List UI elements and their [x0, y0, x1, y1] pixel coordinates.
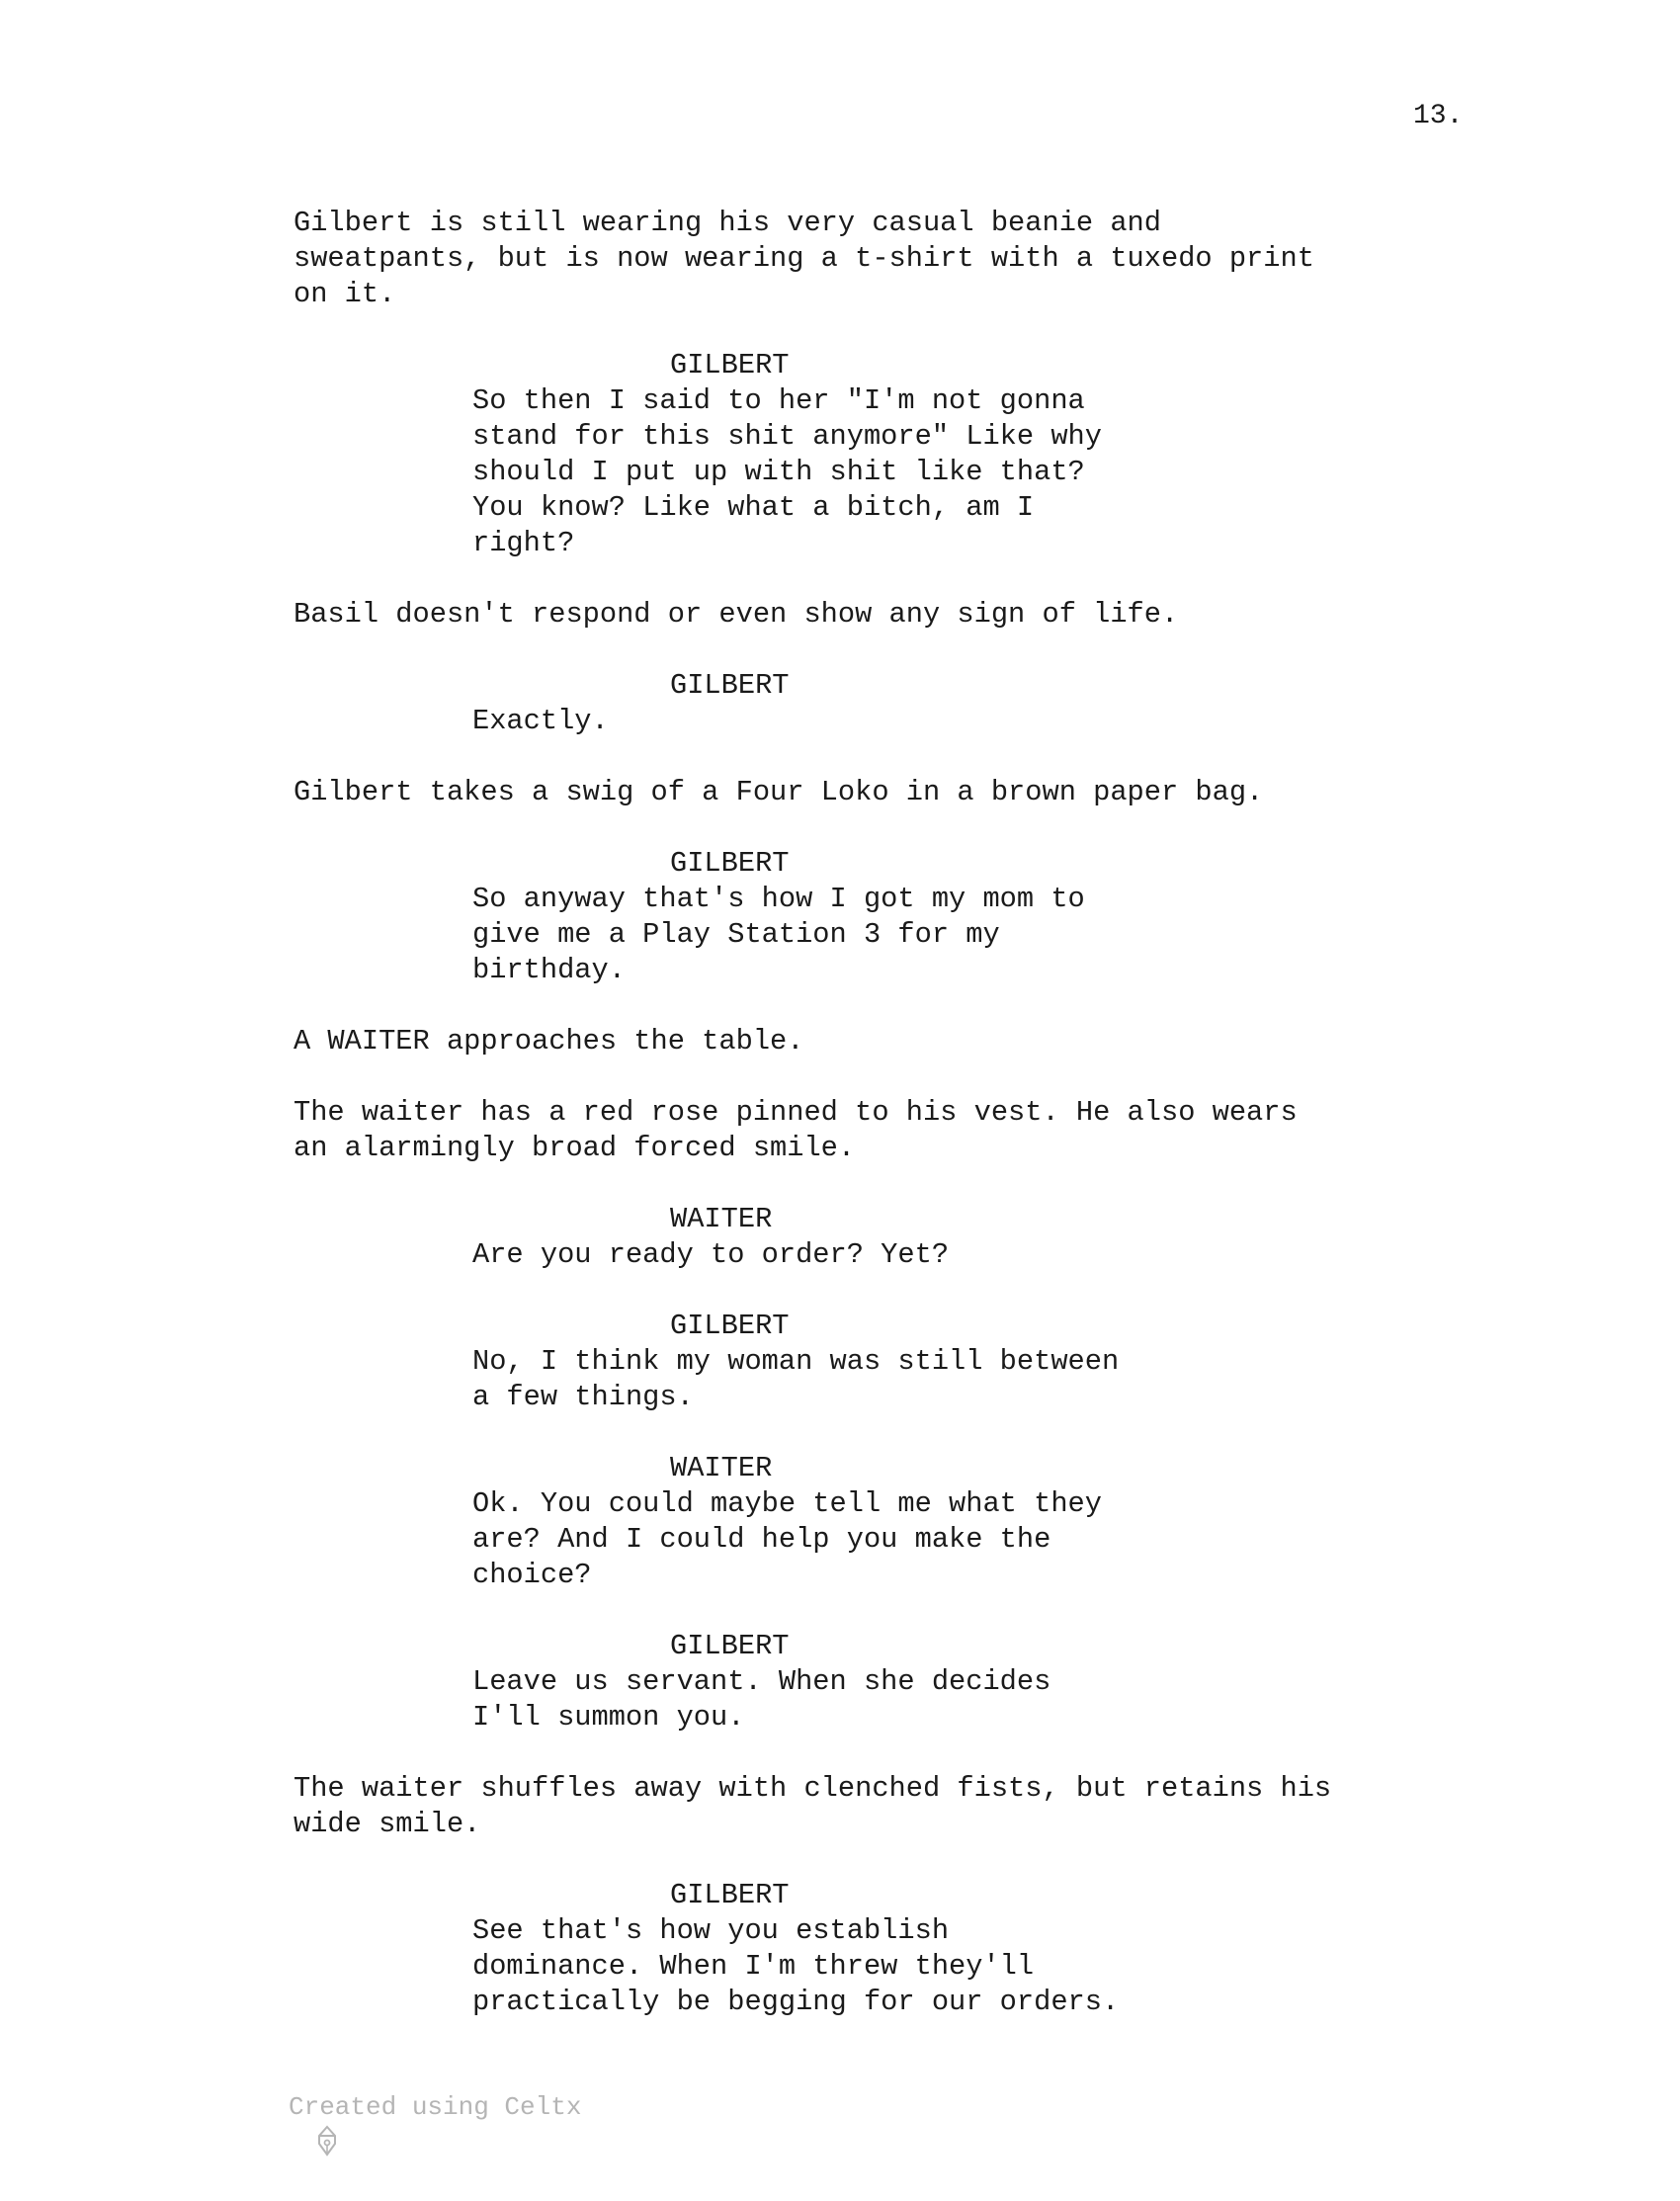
dialogue-line: Leave us servant. When she decides — [472, 1665, 1051, 1698]
action-block — [294, 1095, 1539, 1166]
character-name: GILBERT — [670, 349, 790, 381]
dialogue-line: practically be begging for our orders. — [472, 1986, 1120, 2018]
action-line: The waiter has a red rose pinned to his vest. He also wears — [294, 1096, 1298, 1129]
dialogue-line: Are you ready to order? Yet? — [472, 1238, 950, 1271]
dialogue-block — [294, 668, 1539, 739]
dialogue-line: See that's how you establish — [472, 1914, 950, 1947]
page-number: 13. — [1413, 101, 1464, 131]
dialogue-line: You know? Like what a bitch, am I — [472, 491, 1035, 524]
character-name: GILBERT — [670, 669, 790, 702]
dialogue-block — [294, 1878, 1539, 2020]
action-block — [294, 206, 1539, 312]
dialogue-line: dominance. When I'm threw they'll — [472, 1950, 1035, 1983]
dialogue-block — [294, 348, 1539, 561]
action-line: wide smile. — [294, 1808, 481, 1840]
dialogue-line: Ok. You could maybe tell me what they — [472, 1487, 1102, 1520]
action-block — [294, 597, 1539, 633]
character-name: GILBERT — [670, 847, 790, 880]
action-line: A WAITER approaches the table. — [294, 1025, 804, 1058]
dialogue-block — [294, 1451, 1539, 1593]
dialogue-block — [294, 1202, 1539, 1273]
dialogue-block — [294, 846, 1539, 988]
dialogue-line: birthday. — [472, 954, 626, 986]
dialogue-line: right? — [472, 527, 575, 559]
celtx-pen-nib-icon — [255, 2090, 277, 2124]
dialogue-line: So anyway that's how I got my mom to — [472, 883, 1085, 915]
action-line: Gilbert takes a swig of a Four Loko in a brown paper bag. — [294, 776, 1264, 808]
dialogue-line: a few things. — [472, 1381, 694, 1413]
dialogue-line: are? And I could help you make the — [472, 1523, 1051, 1556]
action-block — [294, 775, 1539, 810]
dialogue-line: So then I said to her "I'm not gonna — [472, 384, 1085, 417]
dialogue-line: should I put up with shit like that? — [472, 456, 1085, 488]
dialogue-line: give me a Play Station 3 for my — [472, 918, 1000, 951]
dialogue-line: stand for this shit anymore" Like why — [472, 420, 1102, 453]
action-line: Basil doesn't respond or even show any sign of life. — [294, 598, 1179, 631]
dialogue-line: Exactly. — [472, 705, 609, 737]
character-name: GILBERT — [670, 1310, 790, 1342]
character-name: WAITER — [670, 1203, 773, 1235]
celtx-footer — [255, 2090, 581, 2124]
action-line: Gilbert is still wearing his very casual beanie and — [294, 207, 1161, 239]
dialogue-block — [294, 1309, 1539, 1415]
dialogue-line: choice? — [472, 1559, 592, 1591]
character-name: GILBERT — [670, 1879, 790, 1911]
dialogue-line: I'll summon you. — [472, 1701, 745, 1734]
character-name: WAITER — [670, 1452, 773, 1484]
action-line: The waiter shuffles away with clenched fists, but retains his — [294, 1772, 1332, 1805]
action-block — [294, 1024, 1539, 1059]
action-line: an alarmingly broad forced smile. — [294, 1132, 856, 1164]
action-line: on it. — [294, 278, 396, 310]
character-name: GILBERT — [670, 1630, 790, 1662]
dialogue-line: No, I think my woman was still between — [472, 1345, 1120, 1378]
action-block — [294, 1771, 1539, 1842]
dialogue-block — [294, 1629, 1539, 1735]
screenplay-body — [294, 206, 1539, 2056]
footer-text: Created using Celtx — [289, 2092, 582, 2122]
action-line: sweatpants, but is now wearing a t-shirt with a tuxedo print — [294, 242, 1314, 275]
